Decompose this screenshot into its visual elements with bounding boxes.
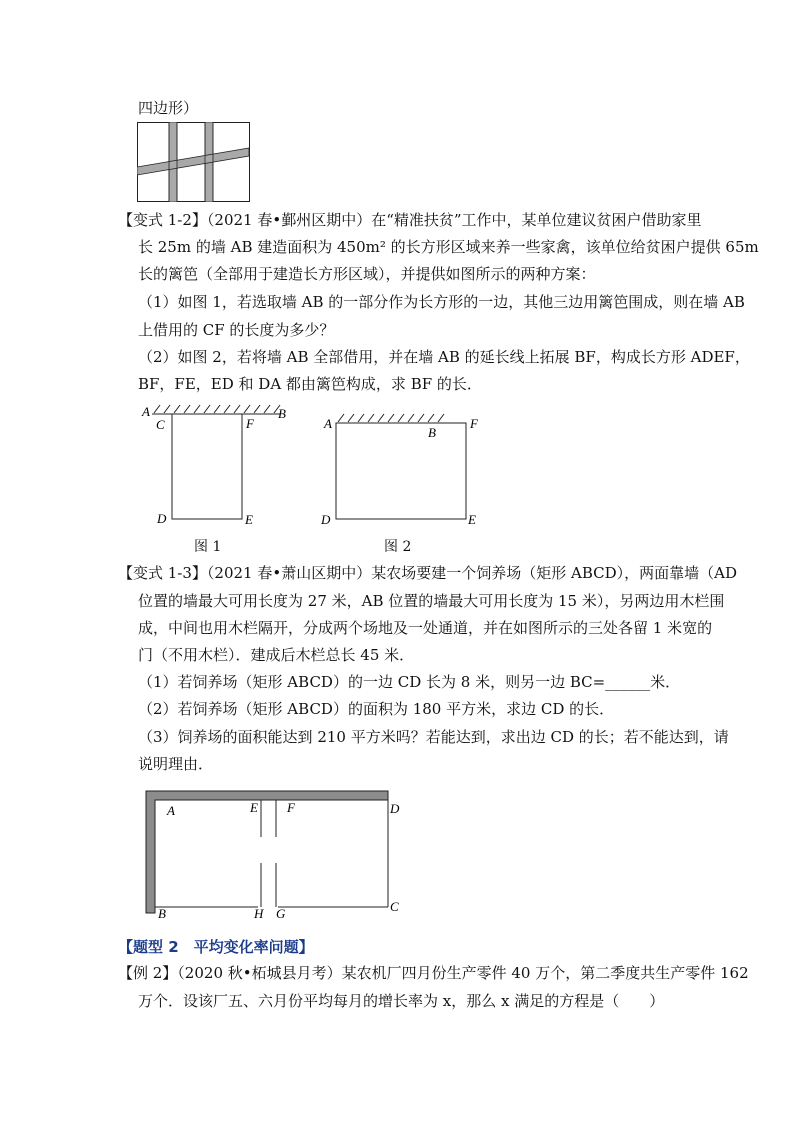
farm-label-c: C: [390, 899, 399, 914]
ex2-line-1: 【例 2】（2020 秋•柘城县月考）某农机厂四月份生产零件 40 万个，第二季度共生产零件 162: [118, 964, 749, 982]
fig2-label-b: B: [428, 425, 436, 440]
fig1-label-f: F: [246, 416, 254, 431]
fig2-label-e: E: [468, 512, 476, 527]
fig1-caption: 图 1: [194, 539, 222, 555]
fig1-label-c: C: [156, 417, 165, 432]
farm-label-f: F: [287, 800, 295, 815]
fig2-label-a: A: [324, 416, 332, 431]
farm-label-h: H: [254, 906, 264, 920]
prev-text-tail: 四边形）: [138, 99, 199, 117]
fig2-caption: 图 2: [384, 539, 412, 555]
section-heading: 【题型 2 平均变化率问题】: [118, 938, 314, 956]
farm-label-e: E: [250, 800, 258, 815]
v12-line-2: 长 25m 的墙 AB 建造面积为 450m² 的长方形区域来养一些家禽，该单位给贫困户提供 65m: [138, 238, 759, 256]
v13-line-4: 门（不用木栏）．建成后木栏总长 45 米．: [138, 646, 415, 664]
v13-line-2: 位置的墙最大可用长度为 27 米，AB 位置的墙最大可用长度为 15 米），另两边用木栏围: [138, 592, 725, 610]
v12-line-6: （2）如图 2，若将墙 AB 全部借用，并在墙 AB 的延长线上拓展 BF，构成长方形 ADEF，: [138, 348, 750, 366]
farm-label-b: B: [158, 906, 166, 920]
fig1-label-b: B: [278, 406, 286, 421]
farm-label-a: A: [167, 803, 175, 818]
v13-line-3: 成，中间也用木栏隔开，分成两个场地及一处通道，并在如图所示的三处各留 1 米宽的: [138, 619, 713, 637]
ex2-line-2: 万个．设该厂五、六月份平均每月的增长率为 x，那么 x 满足的方程是（ ）: [138, 992, 665, 1010]
fig2-label-f: F: [470, 416, 478, 431]
farm-label-d: D: [390, 801, 400, 816]
v13-line-8: 说明理由．: [138, 755, 214, 773]
farm-figure: [140, 785, 410, 920]
v12-line-3: 长的篱笆（全部用于建造长方形区域），并提供如图所示的两种方案：: [138, 265, 596, 283]
v13-line-5: （1）若饲养场（矩形 ABCD）的一边 CD 长为 8 米，则另一边 BC=______米．: [138, 673, 681, 691]
v13-line-1: 【变式 1-3】（2021 春•萧山区期中）某农场要建一个饲养场（矩形 ABCD），两面靠墙（AD: [118, 564, 737, 582]
farm-label-g: G: [276, 906, 286, 920]
v12-line-4: （1）如图 1，若选取墙 AB 的一部分作为长方形的一边，其他三边用篱笆围成，则在墙 AB: [138, 293, 745, 311]
fig1-label-d: D: [157, 511, 167, 526]
road-grid-figure: [137, 122, 250, 202]
v12-line-5: 上借用的 CF 的长度为多少？: [138, 321, 335, 339]
figure-2: [318, 408, 488, 535]
fig1-label-a: A: [142, 404, 150, 419]
fig1-label-e: E: [245, 512, 253, 527]
v12-line-1: 【变式 1-2】（2021 春•鄞州区期中）在“精准扶贫”工作中，某单位建议贫困户借助家里: [118, 211, 702, 229]
fig2-label-d: D: [321, 512, 331, 527]
figure-1: [138, 400, 298, 535]
v12-line-7: BF，FE，ED 和 DA 都由篱笆构成，求 BF 的长．: [138, 375, 482, 393]
v13-line-6: （2）若饲养场（矩形 ABCD）的面积为 180 平方米，求边 CD 的长．: [138, 700, 615, 718]
v13-line-7: （3）饲养场的面积能达到 210 平方米吗？若能达到，求出边 CD 的长；若不能达到，请: [138, 728, 729, 746]
